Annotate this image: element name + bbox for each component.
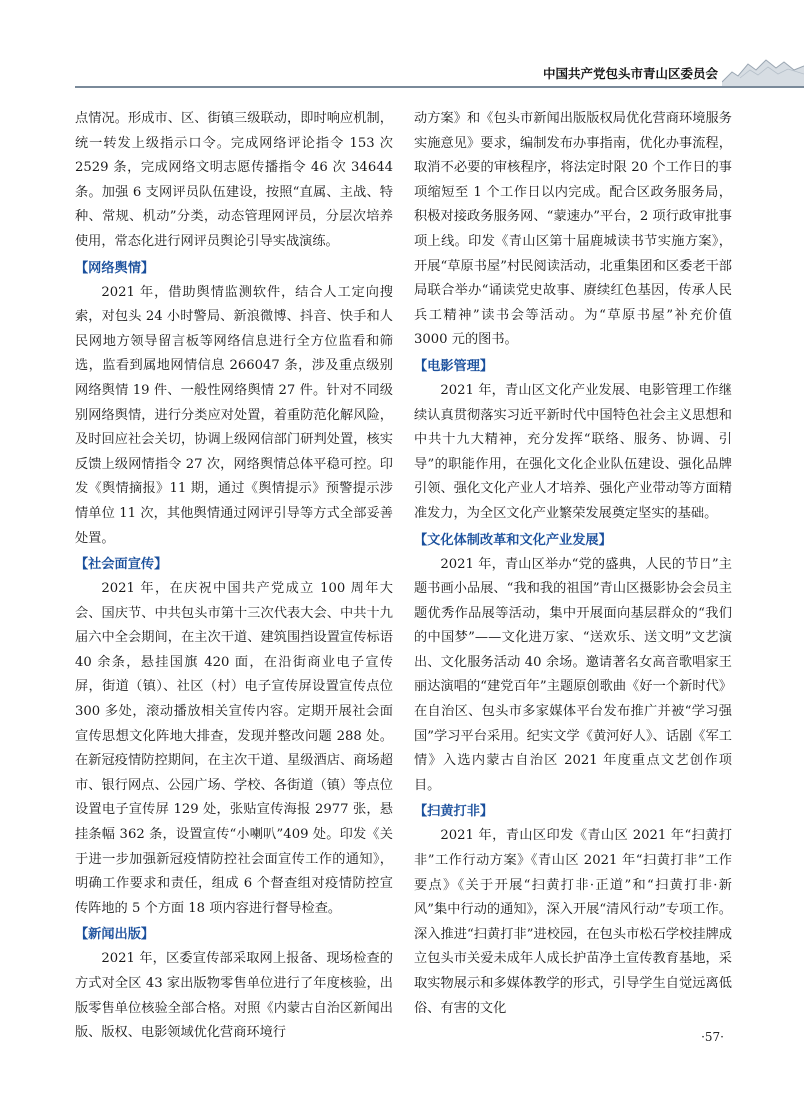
page-header — [0, 52, 804, 88]
paragraph: 动方案》和《包头市新闻出版版权局优化营商环境服务实施意见》要求，编制发布办事指南，优化办事流程，取消不必要的审核程序，将法定时限 20 个工作日的事项缩短至 1 个工作日以内完成。配合区政务服务局，积极对接政务服务网、“蒙速办”平台，2 项行政审批事项上线。印发《青山区第十届鹿城读书节实施方案》，开展“草原书屋”村民阅读活动，北重集团和区委老干部局联合举办“诵读党史故事、赓续红色基因，传承人民兵工精神”读书会等活动。为“草原书屋”补充价值 3000 元的图书。 — [414, 111, 732, 348]
section-heading-film-management: 【电影管理】 — [414, 358, 494, 374]
paragraph: 2021 年，借助舆情监测软件，结合人工定向搜索，对包头 24 小时警局、新浪微博、抖音、快手和人民网地方领导留言板等网络信息进行全方位监看和筛选，监看到属地网情信息 266047 条，涉及重点级别网络舆情 19 件、一般性网络舆情 27 件。针对不同级别网络舆情，进行分类应对处置，着重防范化解风险，及时回应社会关切，协调上级网信部门研判处置，核实反馈上级网情指令 27 次，网络舆情总体平稳可控。印发《舆情摘报》11 期，通过《舆情提示》预警提示涉情单位 11 次，其他舆情通过网评引导等方式全部妥善处置。 — [75, 284, 393, 546]
right-column — [414, 107, 732, 1021]
paragraph: 2021 年，青山区印发《青山区 2021 年“扫黄打非”工作行动方案》《青山区 2021 年“扫黄打非”工作要点》《关于开展“扫黄打非·正道”和“扫黄打非·新风”集中行动的通知》，深入开展“清风行动”专项工作。深入推进“扫黄打非”进校园，在包头市松石学校挂牌成立包头市关爱未成年人成长护苗净土宣传教育基地，采取实物展示和多媒体教学的形式，引导学生自觉远离低俗、有害的文化 — [414, 828, 732, 1016]
page-number: ·57· — [701, 1030, 724, 1044]
section-heading-press-publishing: 【新闻出版】 — [75, 927, 155, 943]
paragraph: 2021 年，青山区举办“党的盛典，人民的节日”主题书画小品展、“我和我的祖国”青山区摄影协会会员主题优秀作品展等活动，集中开展面向基层群众的“我们的中国梦”——文化进万家、“送欢乐、送文明”文艺演出、文化服务活动 40 余场。邀请著名女高音歌唱家王丽达演唱的“建党百年”主题原创歌曲《好一个新时代》在自治区、包头市多家媒体平台发布推广并被“学习强国”学习平台采用。纪实文学《黄河好人》、话剧《军工情》入选内蒙古自治区 2021 年度重点文艺创作项目。 — [414, 556, 732, 793]
mountain-decoration-icon — [722, 52, 804, 86]
paragraph: 2021 年，区委宣传部采取网上报备、现场检查的方式对全区 43 家出版物零售单位进行了年度核验，出版零售单位核验全部合格。对照《内蒙古自治区新闻出版、版权、电影领域优化营商环境行 — [75, 951, 393, 1041]
paragraph: 点情况。形成市、区、街镇三级联动，即时响应机制，统一转发上级指示口令。完成网络评论指令 153 次 2529 条，完成网络文明志愿传播指令 46 次 34644 条。加强 6 支网评员队伍建设，按照“直属、主战、特种、常规、机动”分类，动态管理网评员，分层次培养使用，常态化进行网评员舆论引导实战演练。 — [75, 111, 393, 249]
section-heading-public-publicity: 【社会面宣传】 — [75, 557, 168, 573]
header-rule — [75, 86, 804, 88]
section-heading-cultural-reform: 【文化体制改革和文化产业发展】 — [414, 532, 612, 548]
section-heading-anti-pornography: 【扫黄打非】 — [414, 804, 494, 820]
header-title: 中国共产党包头市青山区委员会 — [542, 66, 718, 81]
left-column — [75, 107, 393, 1046]
paragraph: 2021 年，在庆祝中国共产党成立 100 周年大会、国庆节、中共包头市第十三次代表大会、中共十九届六中全会期间，在主次干道、建筑围挡设置宣传标语 40 余条，悬挂国旗 420 面，在沿街商业电子宣传屏，街道（镇）、社区（村）电子宣传屏设置宣传点位 300 多处，滚动播放相关宣传内容。定期开展社会面宣传思想文化阵地大排查，发现并整改问题 288 处。在新冠疫情防控期间，在主次干道、星级酒店、商场超市、银行网点、公园广场、学校、各街道（镇）等点位设置电子宣传屏 129 处，张贴宣传海报 2977 张，悬挂条幅 362 条，设置宣传“小喇叭”409 处。印发《关于进一步加强新冠疫情防控社会面宣传工作的通知》，明确工作要求和责任，组成 6 个督查组对疫情防控宣传阵地的 5 个方面 18 项内容进行督导检查。 — [75, 581, 393, 916]
paragraph: 2021 年，青山区文化产业发展、电影管理工作继续认真贯彻落实习近平新时代中国特色社会主义思想和中共十九大精神，充分发挥“联络、服务、协调、引导”的职能作用，在强化文化企业队伍建设、强化品牌引领、强化文化产业人才培养、强化产业带动等方面精准发力，为全区文化产业繁荣发展奠定坚实的基础。 — [414, 382, 732, 521]
section-heading-network-opinion: 【网络舆情】 — [75, 260, 155, 276]
